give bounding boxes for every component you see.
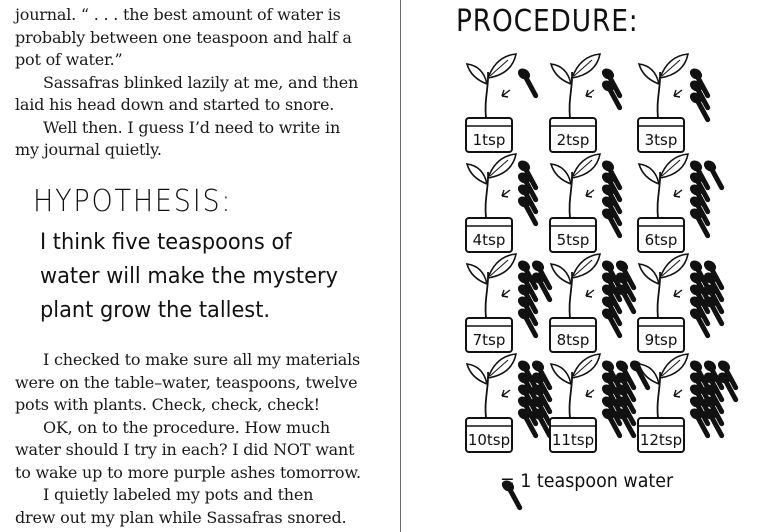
pot-label: 4tsp (472, 231, 506, 249)
water-arrow (674, 290, 682, 297)
plant-leaf (467, 264, 487, 284)
left-page-text-top (15, 4, 385, 162)
plant-leaf (551, 264, 571, 284)
pot-group (466, 354, 559, 452)
paragraph-line: I checked to make sure all my materials (43, 350, 361, 369)
pot-label: 11tsp (551, 431, 595, 449)
procedure-drawing (400, 0, 772, 532)
plant-leaf (467, 364, 487, 384)
paragraph-line: OK, on to the procedure. How much (43, 417, 331, 437)
paragraph-line: I quietly labeled my pots and then (43, 485, 314, 504)
plant-leaf (467, 64, 487, 84)
paragraph-line: Well then. I guess I’d need to write in (43, 117, 341, 137)
pot-group (638, 354, 745, 452)
water-arrow (586, 190, 594, 197)
water-arrow (586, 390, 594, 397)
pot-label: 12tsp (639, 431, 683, 449)
paragraph-line: water should I try in each? I did NOT want (15, 440, 355, 459)
pot-group (550, 154, 629, 252)
pot-group (638, 254, 731, 352)
water-arrow (674, 390, 682, 397)
pot-label: 1tsp (472, 131, 506, 149)
paragraph-line: laid his head down and started to snore. (15, 95, 335, 114)
hypothesis-line: water will make the mystery (40, 264, 338, 289)
plant-leaf (551, 164, 571, 184)
pot-label: 2tsp (556, 131, 590, 149)
water-arrow (674, 90, 682, 97)
pot-label: 9tsp (644, 331, 678, 349)
hypothesis-text (40, 226, 338, 328)
right-page-illustration (400, 0, 772, 532)
paragraph-line: my journal quietly. (15, 140, 162, 159)
pot-label: 10tsp (467, 431, 511, 449)
pot-group (466, 154, 545, 252)
hypothesis-line: I think five teaspoons of (40, 230, 292, 255)
paragraph-line: drew out my plan while Sassafras snored. (15, 507, 347, 527)
paragraph-line: to wake up to more purple ashes tomorrow. (15, 462, 361, 482)
water-arrow (502, 390, 510, 397)
spoon-icon (512, 66, 545, 95)
pot-group (466, 254, 559, 352)
pot-label: 7tsp (472, 331, 506, 349)
pot-label: 8tsp (556, 331, 590, 349)
pot-group (466, 54, 545, 152)
plant-leaf (639, 164, 659, 184)
paragraph-line: probably between one teaspoon and half a (15, 27, 352, 47)
pot-label: 6tsp (644, 231, 678, 249)
pot-group (550, 254, 643, 352)
paragraph-line: Sassafras blinked lazily at me, and then (43, 72, 359, 92)
water-arrow (586, 290, 594, 297)
hypothesis-line: plant grow the tallest. (40, 298, 271, 323)
water-arrow (586, 90, 594, 97)
paragraph-line: were on the table–water, teaspoons, twelve (15, 372, 358, 392)
water-arrow (502, 290, 510, 297)
legend-text: = 1 teaspoon water (500, 470, 674, 492)
pot-label: 3tsp (644, 131, 678, 149)
left-page-text-bottom (15, 349, 385, 529)
procedure-heading: PROCEDURE: (456, 4, 639, 39)
plant-leaf (467, 164, 487, 184)
water-arrow (502, 90, 510, 97)
hypothesis-heading: HYPOTHESIS: (33, 184, 233, 219)
plant-leaf (639, 64, 659, 84)
water-arrow (502, 190, 510, 197)
pot-group (550, 54, 629, 152)
plant-leaf (551, 64, 571, 84)
plant-leaf (639, 264, 659, 284)
pot-group (638, 154, 731, 252)
paragraph-line: pots with plants. Check, check, check! (15, 395, 320, 414)
pot-group (638, 54, 717, 152)
plant-leaf (551, 364, 571, 384)
pot-label: 5tsp (556, 231, 590, 249)
paragraph-line: pot of water.” (15, 50, 123, 69)
paragraph-line: journal. “ . . . the best amount of water is (15, 5, 341, 24)
water-arrow (674, 190, 682, 197)
